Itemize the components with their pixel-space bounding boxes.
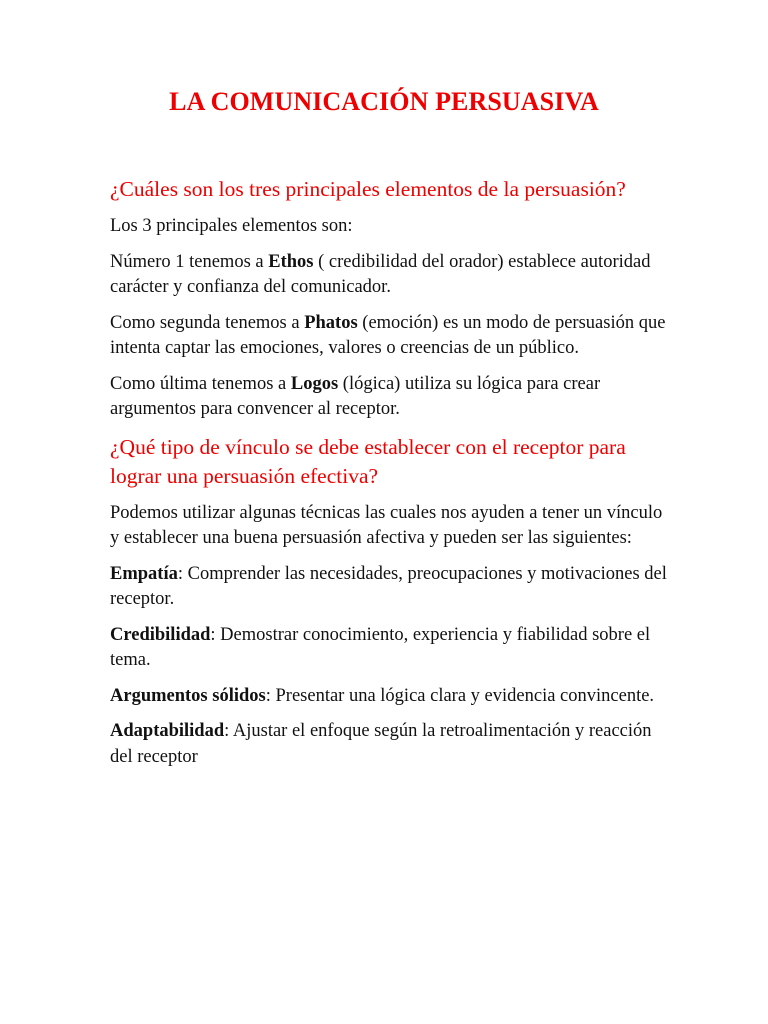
phatos-paragraph [110, 311, 670, 362]
adaptabilidad-text: : Ajustar el enfoque según la retroalimentación y reacción del receptor [110, 721, 652, 767]
document-body [110, 175, 670, 780]
credibilidad-text: : Demostrar conocimiento, experiencia y fiabilidad sobre el tema. [110, 624, 651, 670]
empatia-text: : Comprender las necesidades, preocupaciones y motivaciones del receptor. [110, 563, 667, 609]
adaptabilidad-paragraph [110, 719, 670, 770]
credibilidad-paragraph [110, 623, 670, 674]
section-1-question: ¿Cuáles son los tres principales elementos de la persuasión? [110, 177, 626, 201]
argumentos-text: : Presentar una lógica clara y evidencia convincente. [265, 685, 655, 706]
ethos-prefix: Número 1 tenemos a [110, 251, 269, 272]
logos-prefix: Como última tenemos a [110, 373, 291, 394]
phatos-prefix: Como segunda tenemos a [110, 312, 305, 333]
phatos-term: Phatos [304, 312, 358, 333]
section-1-intro: Los 3 principales elementos son: [110, 216, 353, 236]
ethos-term: Ethos [268, 251, 314, 272]
empatia-paragraph [110, 562, 670, 613]
ethos-text: ( credibilidad del orador) establece autoridad carácter y confianza del comunicador. [110, 251, 651, 297]
section-2-intro: Podemos utilizar algunas técnicas las cuales nos ayuden a tener un vínculo y establecer una buena persuasión afectiva y pueden ser las siguientes: [110, 502, 663, 548]
adaptabilidad-term: Adaptabilidad [110, 721, 225, 741]
credibilidad-term: Credibilidad [110, 624, 211, 645]
ethos-paragraph [110, 250, 670, 301]
logos-term: Logos [290, 373, 339, 394]
logos-paragraph [110, 372, 670, 423]
phatos-text: (emoción) es un modo de persuasión que intenta captar las emociones, valores o creencias de un público. [110, 312, 666, 358]
page-title: LA COMUNICACIÓN PERSUASIVA [169, 87, 599, 116]
argumentos-paragraph [110, 684, 670, 710]
argumentos-term: Argumentos sólidos [110, 685, 266, 706]
empatia-term: Empatía [110, 563, 178, 584]
logos-text: (lógica) utiliza su lógica para crear argumentos para convencer al receptor. [110, 373, 601, 419]
section-2-question: ¿Qué tipo de vínculo se debe establecer con el receptor para lograr una persuasión efectiva? [110, 434, 626, 488]
